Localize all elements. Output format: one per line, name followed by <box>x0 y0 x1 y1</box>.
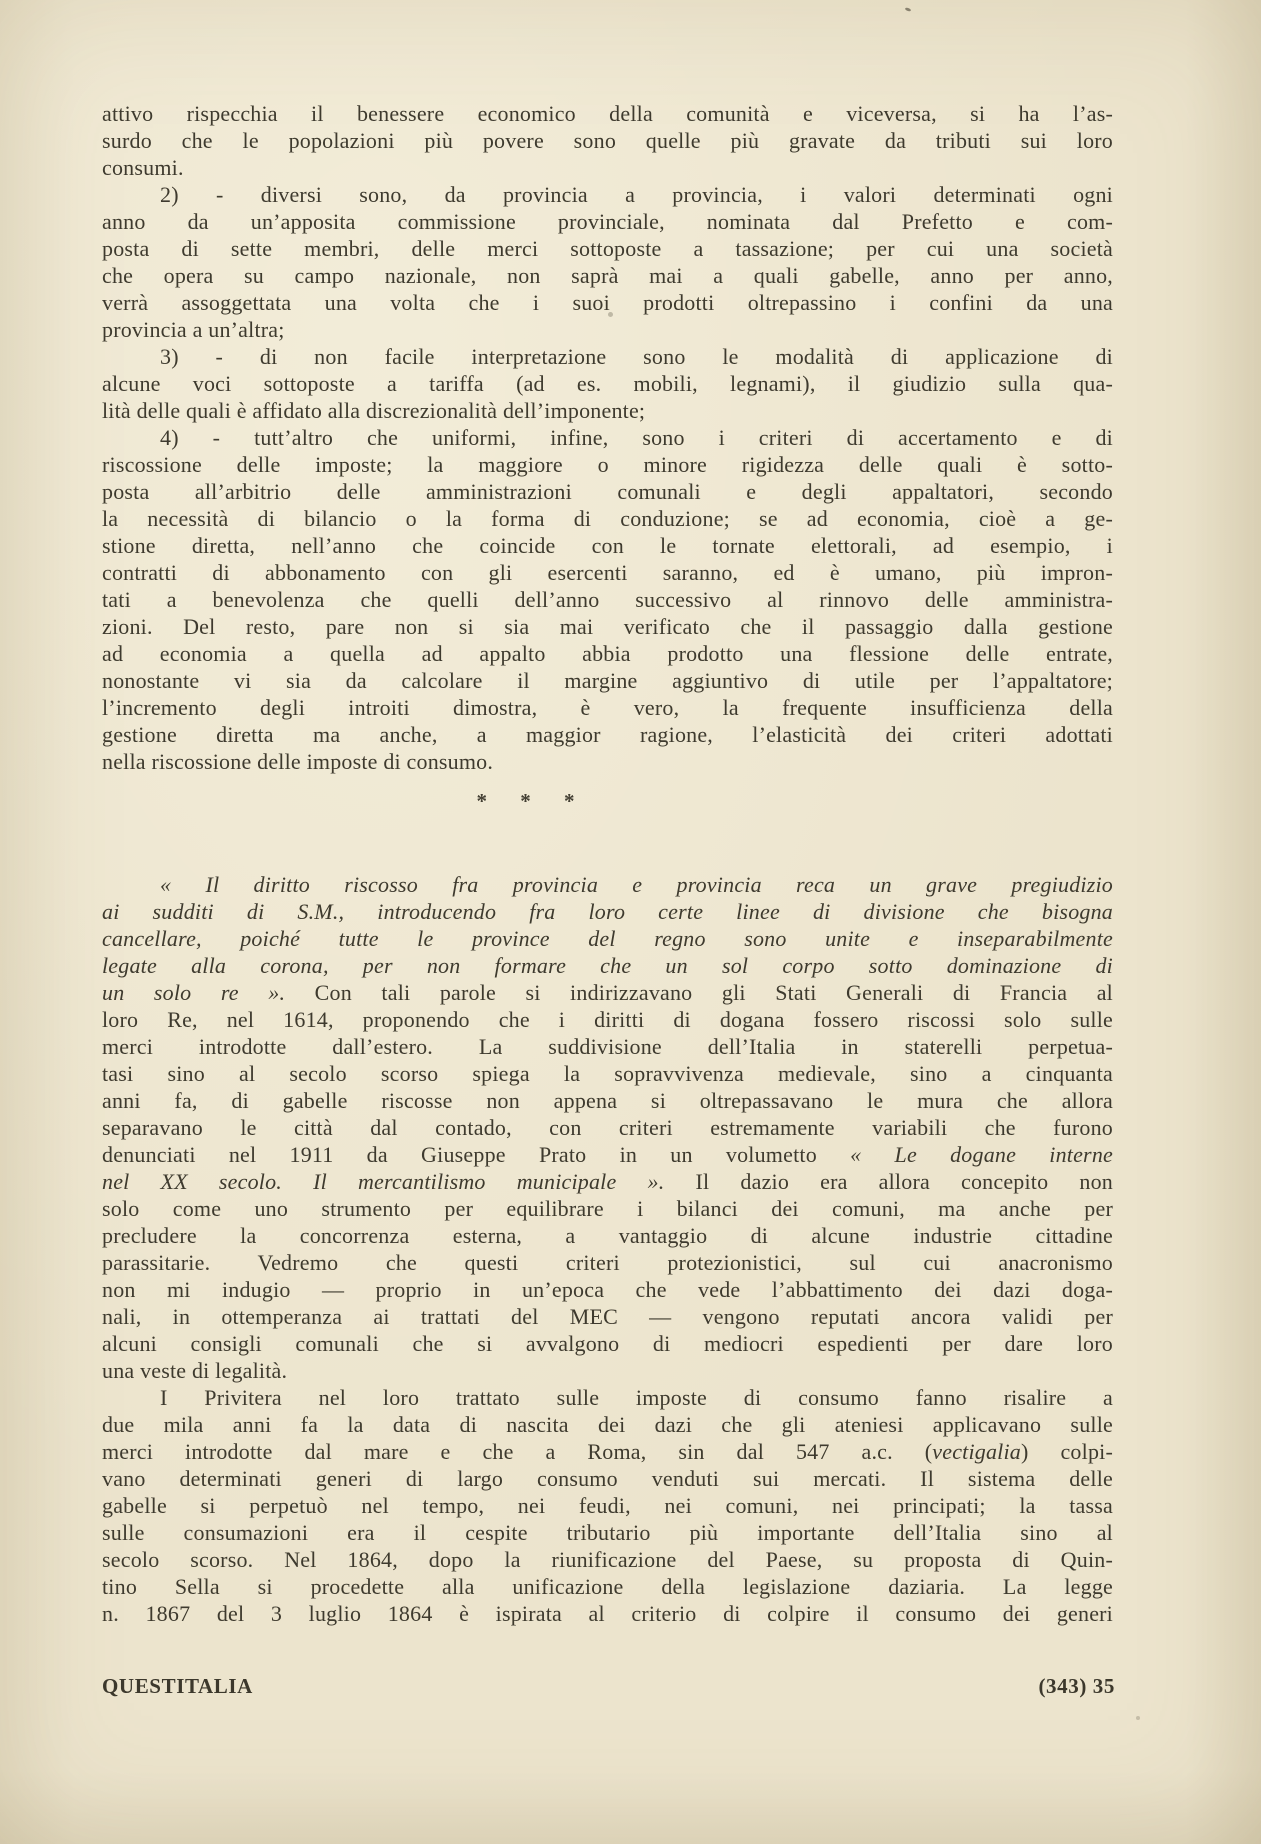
paragraph <box>102 424 1113 775</box>
text-line: alcune voci sottoposte a tariffa (ad es. mobili, legnami), il giudizio sulla qua- <box>102 371 1113 396</box>
text-line: tasi sino al secolo scorso spiega la sopravvivenza medievale, sino a cinquanta <box>102 1061 1113 1086</box>
paragraph <box>102 1384 1113 1627</box>
journal-name: QUESTITALIA <box>102 1674 253 1698</box>
page-footer <box>102 1674 1115 1699</box>
text-line: 2) - diversi sono, da provincia a provincia, i valori determinati ogni <box>160 182 1113 207</box>
text-line: anni fa, di gabelle riscosse non appena si oltrepassavano le mura che allora <box>102 1088 1113 1113</box>
text-line: ad economia a quella ad appalto abbia prodotto una flessione delle entrate, <box>102 641 1113 666</box>
text-line: che opera su campo nazionale, non saprà mai a quali gabelle, anno per anno, <box>102 263 1113 288</box>
text-line: posta all’arbitrio delle amministrazioni comunali e degli appaltatori, secondo <box>102 479 1113 504</box>
text-line: I Privitera nel loro trattato sulle imposte di consumo fanno risalire a <box>160 1385 1113 1410</box>
text-line: nali, in ottemperanza ai trattati del MEC — vengono reputati ancora validi per <box>102 1304 1113 1329</box>
text-line: vano determinati generi di largo consumo venduti sui mercati. Il sistema delle <box>102 1466 1113 1491</box>
text-line: riscossione delle imposte; la maggiore o minore rigidezza delle quali è sotto- <box>102 452 1113 477</box>
text-line: l’incremento degli introiti dimostra, è vero, la frequente insufficienza della <box>102 695 1113 720</box>
text-line: attivo rispecchia il benessere economico della comunità e viceversa, si ha l’as- <box>102 101 1113 126</box>
paragraph <box>102 181 1113 343</box>
text-line: ai sudditi di S.M., introducendo fra loro certe linee di divisione che bisogna <box>102 899 1113 924</box>
text-line: merci introdotte dal mare e che a Roma, sin dal 547 a.c. (vectigalia) colpi- <box>102 1439 1113 1464</box>
text-line: surdo che le popolazioni più povere sono quelle più gravate da tributi sui loro <box>102 128 1113 153</box>
text-line: un solo re ». Con tali parole si indirizzavano gli Stati Generali di Francia al <box>102 980 1113 1005</box>
text-line: nella riscossione delle imposte di consumo. <box>102 749 494 774</box>
section-separator: * * * <box>476 789 589 813</box>
text-line: la necessità di bilancio o la forma di conduzione; se ad economia, cioè a ge- <box>102 506 1113 531</box>
text-line: non mi indugio — proprio in un’epoca che vede l’abbattimento dei dazi doga- <box>102 1277 1113 1302</box>
text-line: solo come uno strumento per equilibrare i bilanci dei comuni, ma anche per <box>102 1196 1113 1221</box>
text-line: provincia a un’altra; <box>102 317 285 342</box>
text-line: n. 1867 del 3 luglio 1864 è ispirata al criterio di colpire il consumo dei generi <box>102 1601 1113 1626</box>
text-line: 3) - di non facile interpretazione sono le modalità di applicazione di <box>160 344 1113 369</box>
text-line: secolo scorso. Nel 1864, dopo la riunificazione del Paese, su proposta di Quin- <box>102 1547 1113 1572</box>
paragraph <box>102 871 1113 1384</box>
text-line: nonostante vi sia da calcolare il margine aggiuntivo di utile per l’appaltatore; <box>102 668 1113 693</box>
page-number: (343) 35 <box>1038 1674 1115 1698</box>
scan-speck <box>905 7 912 12</box>
text-line: anno da un’apposita commissione provinciale, nominata dal Prefetto e com- <box>102 209 1113 234</box>
text-line: merci introdotte dall’estero. La suddivisione dell’Italia in staterelli perpetua- <box>102 1034 1113 1059</box>
text-line: parassitarie. Vedremo che questi criteri protezionistici, sul cui anacronismo <box>102 1250 1113 1275</box>
text-line: separavano le città dal contado, con criteri estremamente variabili che furono <box>102 1115 1113 1140</box>
text-line: legate alla corona, per non formare che un sol corpo sotto dominazione di <box>102 953 1113 978</box>
text-line: contratti di abbonamento con gli esercenti saranno, ed è umano, più impron- <box>102 560 1113 585</box>
text-line: gabelle si perpetuò nel tempo, nei feudi, nei comuni, nei principati; la tassa <box>102 1493 1113 1518</box>
text-line: consumi. <box>102 155 184 180</box>
text-line: gestione diretta ma anche, a maggior ragione, l’elasticità dei criteri adottati <box>102 722 1113 747</box>
text-line: lità delle quali è affidato alla discrezionalità dell’imponente; <box>102 398 646 423</box>
text-line: denunciati nel 1911 da Giuseppe Prato in un volumetto « Le dogane interne <box>102 1142 1113 1167</box>
text-line: verrà assoggettata una volta che i suoi prodotti oltrepassino i confini da una <box>102 290 1113 315</box>
text-line: alcuni consigli comunali che si avvalgono di mediocri espedienti per dare loro <box>102 1331 1113 1356</box>
text-line: stione diretta, nell’anno che coincide con le tornate elettorali, ad esempio, i <box>102 533 1113 558</box>
text-line: sulle consumazioni era il cespite tributario più importante dell’Italia sino al <box>102 1520 1113 1545</box>
text-line: loro Re, nel 1614, proponendo che i diritti di dogana fossero riscossi solo sulle <box>102 1007 1113 1032</box>
scan-speck <box>1136 1716 1140 1720</box>
text-line: tati a benevolenza che quelli dell’anno successivo al rinnovo delle amministra- <box>102 587 1113 612</box>
text-line: due mila anni fa la data di nascita dei dazi che gli ateniesi applicavano sulle <box>102 1412 1113 1437</box>
page-body <box>102 100 1113 1627</box>
text-line: zioni. Del resto, pare non si sia mai verificato che il passaggio dalla gestione <box>102 614 1113 639</box>
text-line: una veste di legalità. <box>102 1358 288 1383</box>
text-line: precludere la concorrenza esterna, a vantaggio di alcune industrie cittadine <box>102 1223 1113 1248</box>
paragraph <box>102 343 1113 424</box>
text-line: cancellare, poiché tutte le province del regno sono unite e inseparabilmente <box>102 926 1113 951</box>
text-line: « Il diritto riscosso fra provincia e provincia reca un grave pregiudizio <box>160 872 1113 897</box>
text-line: 4) - tutt’altro che uniformi, infine, sono i criteri di accertamento e di <box>160 425 1113 450</box>
paragraph <box>102 100 1113 181</box>
text-line: posta di sette membri, delle merci sottoposte a tassazione; per cui una società <box>102 236 1113 261</box>
text-line: nel XX secolo. Il mercantilismo municipale ». Il dazio era allora concepito non <box>102 1169 1113 1194</box>
text-line: tino Sella si procedette alla unificazione della legislazione daziaria. La legge <box>102 1574 1113 1599</box>
